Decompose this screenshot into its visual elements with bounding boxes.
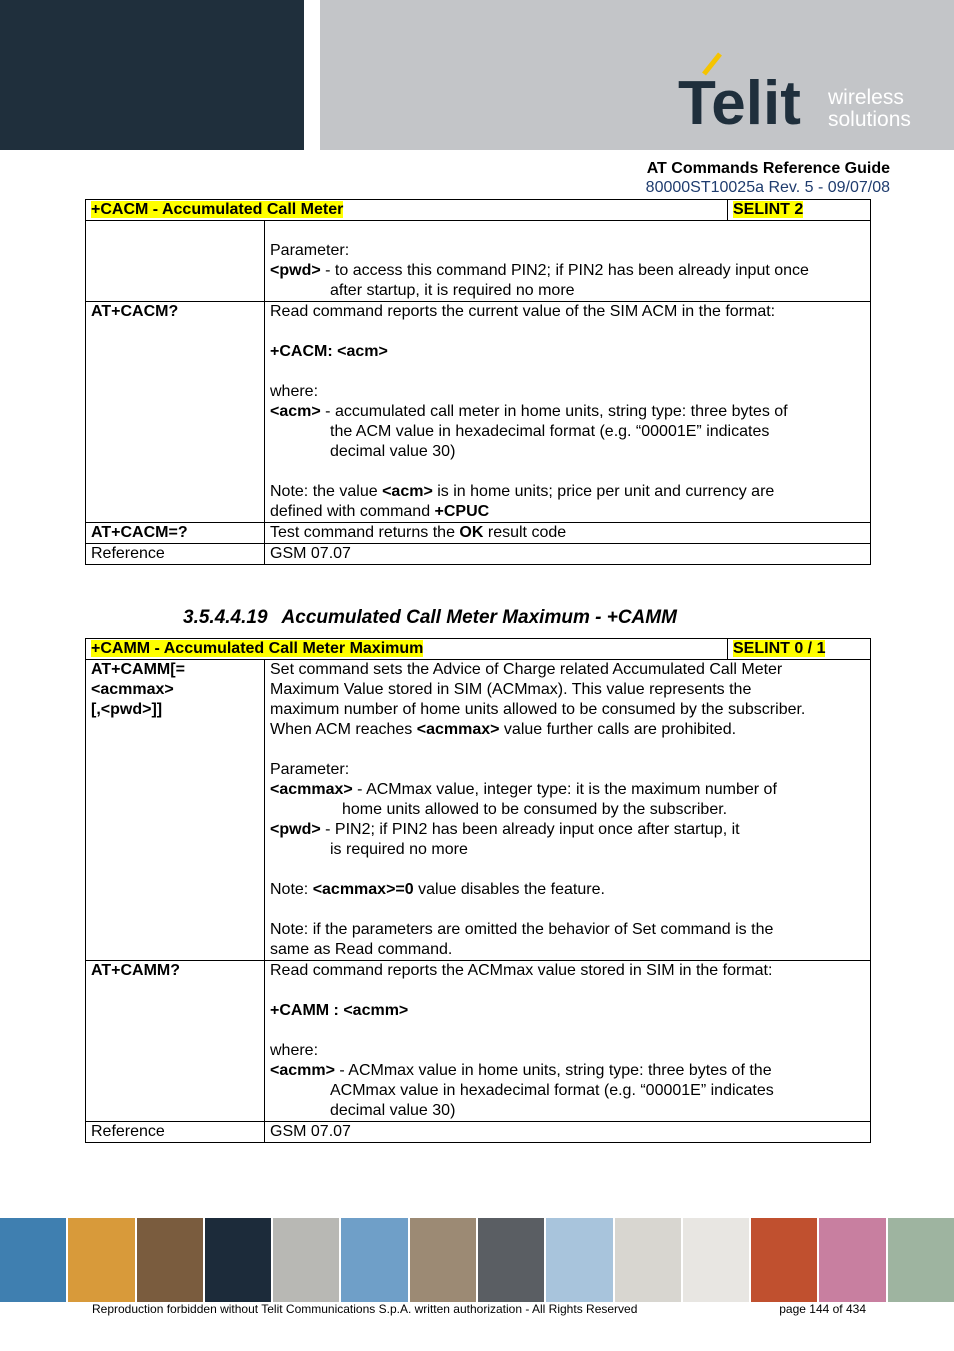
camm-read-format: +CAMM : <acmm> bbox=[270, 1002, 409, 1019]
note1-pre: Note: bbox=[270, 881, 313, 898]
acm-param-desc: - accumulated call meter in home units, string type: three bytes of bbox=[320, 403, 788, 420]
set-desc-1: Set command sets the Advice of Charge related Accumulated Call Meter bbox=[270, 661, 783, 678]
cacm-test-row bbox=[86, 523, 871, 544]
camm-pwd-param-desc-2: is required no more bbox=[330, 841, 468, 858]
note-cpuc: +CPUC bbox=[434, 503, 490, 520]
acmm-param-desc-3: decimal value 30) bbox=[330, 1102, 456, 1119]
cacm-read-format: +CACM: <acm> bbox=[270, 343, 388, 360]
note-line2: defined with command bbox=[270, 503, 435, 520]
camm-ref-value: GSM 07.07 bbox=[265, 1122, 871, 1143]
footer-copyright: Reproduction forbidden without Telit Communications S.p.A. written authorization - All Rights Reserved bbox=[92, 1302, 638, 1316]
camm-title: +CAMM - Accumulated Call Meter Maximum bbox=[91, 640, 424, 657]
telit-logo bbox=[676, 52, 936, 132]
cacm-table bbox=[85, 199, 871, 565]
cacm-title: +CACM - Accumulated Call Meter bbox=[91, 201, 344, 218]
footer-photo-14 bbox=[888, 1218, 954, 1302]
pwd-param-desc: - to access this command PIN2; if PIN2 has been already input once bbox=[320, 262, 809, 279]
cacm-header-row bbox=[86, 200, 871, 221]
acmmax-param-desc: - ACMmax value, integer type: it is the maximum number of bbox=[352, 781, 777, 798]
note-acm: <acm> bbox=[382, 483, 433, 500]
footer-page-number: page 144 of 434 bbox=[779, 1302, 866, 1316]
doc-title: AT Commands Reference Guide bbox=[646, 160, 890, 177]
section-title-text: Accumulated Call Meter Maximum - +CAMM bbox=[281, 607, 677, 628]
acm-param-name: <acm> bbox=[270, 403, 321, 420]
camm-set-cmd-2: <acmmax> bbox=[91, 681, 174, 698]
logo-tag-solutions: solutions bbox=[828, 108, 911, 131]
doc-revision: 80000ST10025a Rev. 5 - 09/07/08 bbox=[645, 179, 890, 196]
set-desc-2: Maximum Value stored in SIM (ACMmax). This value represents the bbox=[270, 681, 752, 698]
section-heading bbox=[183, 607, 677, 629]
camm-read-desc: Read command reports the ACMmax value stored in SIM in the format: bbox=[270, 962, 773, 979]
footer-photo-strip bbox=[0, 1218, 954, 1302]
acm-param-desc-3: decimal value 30) bbox=[330, 443, 456, 460]
camm-set-cmd-1: AT+CAMM[= bbox=[91, 661, 185, 678]
footer-photo-6 bbox=[341, 1218, 407, 1302]
acmmax-param-desc-2: home units allowed to be consumed by the subscriber. bbox=[342, 801, 728, 818]
acm-param-desc-2: the ACM value in hexadecimal format (e.g. “00001E” indicates bbox=[330, 423, 770, 440]
camm-param-label: Parameter: bbox=[270, 761, 350, 778]
note1-acmmax: <acmmax>=0 bbox=[312, 881, 414, 898]
set-desc-3: maximum number of home units allowed to be consumed by the subscriber. bbox=[270, 701, 806, 718]
camm-read-row bbox=[86, 961, 871, 1122]
camm-ref-row bbox=[86, 1122, 871, 1143]
camm-header-row bbox=[86, 639, 871, 660]
cacm-read-cmd: AT+CACM? bbox=[86, 302, 265, 523]
camm-where-label: where: bbox=[270, 1042, 319, 1059]
note1-post: value disables the feature. bbox=[413, 881, 605, 898]
cacm-selint: SELINT 2 bbox=[733, 201, 804, 218]
footer-photo-4 bbox=[205, 1218, 271, 1302]
footer-photo-3 bbox=[137, 1218, 203, 1302]
footer-photo-1 bbox=[0, 1218, 66, 1302]
footer-photo-2 bbox=[68, 1218, 134, 1302]
param-label: Parameter: bbox=[270, 242, 350, 259]
footer-photo-8 bbox=[478, 1218, 544, 1302]
test-ok: OK bbox=[459, 524, 484, 541]
note-mid: is in home units; price per unit and currency are bbox=[432, 483, 775, 500]
cacm-ref-value: GSM 07.07 bbox=[265, 544, 871, 565]
where-label: where: bbox=[270, 383, 319, 400]
section-number: 3.5.4.4.19 bbox=[183, 607, 268, 628]
header-dark-block bbox=[0, 0, 304, 150]
camm-selint: SELINT 0 / 1 bbox=[733, 640, 826, 657]
pwd-param-desc-cont: after startup, it is required no more bbox=[330, 282, 575, 299]
footer bbox=[92, 1302, 866, 1316]
acmm-param-desc: - ACMmax value in home units, string type: three bytes of the bbox=[334, 1062, 772, 1079]
camm-pwd-param-name: <pwd> bbox=[270, 821, 321, 838]
footer-photo-9 bbox=[546, 1218, 612, 1302]
footer-photo-12 bbox=[751, 1218, 817, 1302]
pwd-param-name: <pwd> bbox=[270, 262, 321, 279]
footer-photo-7 bbox=[410, 1218, 476, 1302]
camm-pwd-param-desc: - PIN2; if PIN2 has been already input once after startup, it bbox=[320, 821, 740, 838]
acmm-param-name: <acmm> bbox=[270, 1062, 335, 1079]
footer-photo-5 bbox=[273, 1218, 339, 1302]
footer-photo-11 bbox=[683, 1218, 749, 1302]
cacm-read-row bbox=[86, 302, 871, 523]
cacm-ref-label: Reference bbox=[86, 544, 265, 565]
cacm-read-desc: Read command reports the current value of the SIM ACM in the format: bbox=[270, 303, 776, 320]
acmm-param-desc-2: ACMmax value in hexadecimal format (e.g. “00001E” indicates bbox=[330, 1082, 774, 1099]
cacm-test-cmd: AT+CACM=? bbox=[86, 523, 265, 544]
camm-read-cmd: AT+CAMM? bbox=[86, 961, 265, 1122]
note2-line-2: same as Read command. bbox=[270, 941, 453, 958]
logo-word: Telit bbox=[678, 69, 801, 132]
cacm-ref-row bbox=[86, 544, 871, 565]
camm-set-cmd-3: [,<pwd>]] bbox=[91, 701, 163, 718]
set-desc-4-pre: When ACM reaches bbox=[270, 721, 417, 738]
test-post: result code bbox=[483, 524, 567, 541]
camm-ref-label: Reference bbox=[86, 1122, 265, 1143]
camm-set-row bbox=[86, 660, 871, 961]
footer-photo-13 bbox=[819, 1218, 885, 1302]
note2-line-1: Note: if the parameters are omitted the behavior of Set command is the bbox=[270, 921, 774, 938]
camm-table bbox=[85, 638, 871, 1143]
set-desc-4-post: value further calls are prohibited. bbox=[499, 721, 737, 738]
set-desc-4-acmmax: <acmmax> bbox=[416, 721, 500, 738]
cacm-param-row bbox=[86, 221, 871, 302]
logo-tag-wireless: wireless bbox=[828, 86, 904, 109]
acmmax-param-name: <acmmax> bbox=[270, 781, 353, 798]
footer-photo-10 bbox=[615, 1218, 681, 1302]
note-pre: Note: the value bbox=[270, 483, 383, 500]
document-title-block bbox=[646, 159, 890, 197]
test-pre: Test command returns the bbox=[270, 524, 460, 541]
